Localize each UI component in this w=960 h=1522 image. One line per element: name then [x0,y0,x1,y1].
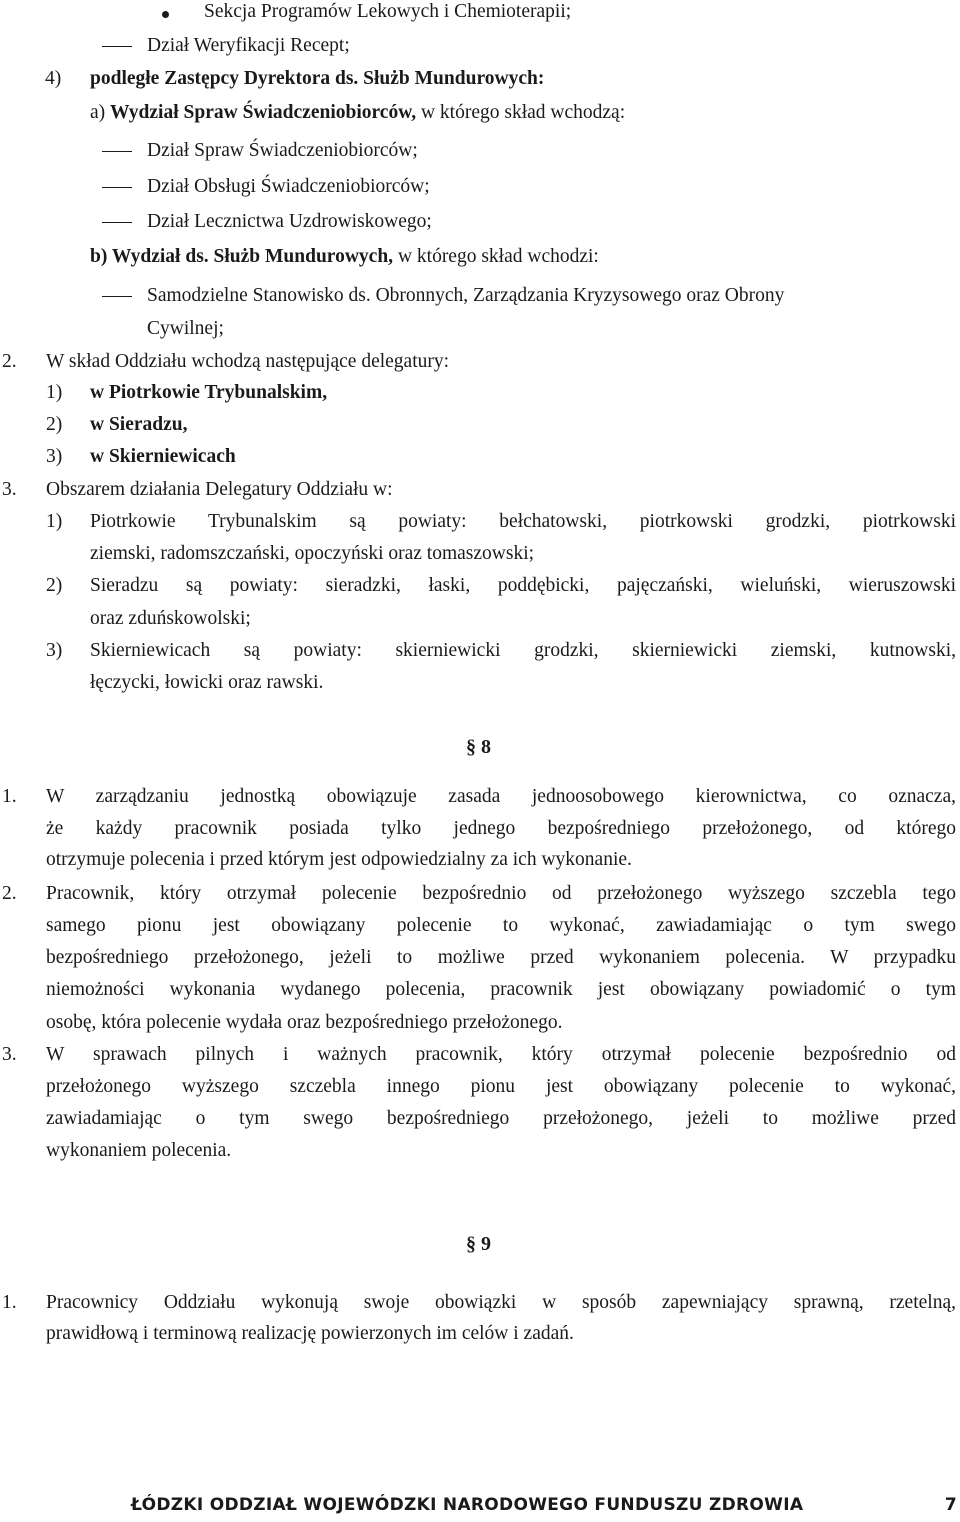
area-text-continuation: łęczycki, łowicki oraz rawski. [90,672,324,693]
item-3-text: Obszarem działania Delegatury Oddziału w: [46,479,393,500]
item-3-number: 3. [2,479,17,500]
area-text: Skierniewicach są powiaty: skierniewicki grodzki, skierniewicki ziemski, kutnowski, [90,640,956,661]
item-4a-rest: w którego skład wchodzą: [416,102,626,123]
section-8-heading: § 8 [466,736,491,758]
paragraph-line: Pracownik, który otrzymał polecenie bezpośrednio od przełożonego wyższego szczebla tego [46,883,956,904]
list-item: Dział Spraw Świadczeniobiorców; [147,140,418,161]
area-text: Sieradzu są powiaty: sieradzki, łaski, poddębicki, pajęczański, wieluński, wieruszowski [90,575,956,596]
paragraph-line: prawidłową i terminową realizację powierzonych im celów i zadań. [46,1323,574,1344]
bullet-icon [162,11,169,18]
bullet-item-sekcja: Sekcja Programów Lekowych i Chemioterapii; [204,1,572,22]
paragraph-line: W zarządzaniu jednostką obowiązuje zasada jednoosobowego kierownictwa, co oznacza, [46,786,956,807]
delegatura-number: 2) [46,414,63,435]
area-text: Piotrkowie Trybunalskim są powiaty: bełchatowski, piotrkowski grodzki, piotrkowski [90,511,956,532]
delegatura-name: w Piotrkowie Trybunalskim, [90,382,328,403]
area-text-continuation: oraz zduńskowolski; [90,608,251,629]
item-4-title: podległe Zastępcy Dyrektora ds. Służb Mundurowych: [90,68,545,89]
list-item: Samodzielne Stanowisko ds. Obronnych, Zarządzania Kryzysowego oraz Obrony [147,285,785,306]
page-footer [131,1495,957,1515]
delegatura-number: 3) [46,446,63,467]
area-number: 2) [46,575,63,596]
item-2-number: 2. [2,351,17,372]
paragraph-line: bezpośredniego przełożonego, jeżeli to możliwe przed wykonaniem polecenia. W przypadku [46,947,956,968]
paragraph-line: wykonaniem polecenia. [46,1140,232,1161]
paragraph-number: 3. [2,1044,17,1065]
area-text-continuation: ziemski, radomszczański, opoczyński oraz tomaszowski; [90,543,535,564]
section-9-heading: § 9 [466,1233,491,1255]
list-item-continuation: Cywilnej; [147,318,224,339]
dash-icon [102,296,132,297]
list-item: Dział Obsługi Świadczeniobiorców; [147,176,430,197]
area-number: 3) [46,640,63,661]
item-4b [90,245,599,269]
paragraph-line: zawiadamiając o tym swego bezpośredniego przełożonego, jeżeli to możliwe przed [46,1108,956,1129]
paragraph-line: że każdy pracownik posiada tylko jednego bezpośredniego przełożonego, od którego [46,818,956,839]
delegatura-name: w Skierniewicach [90,446,236,467]
paragraph-number: 1. [2,786,17,807]
page-number: 7 [944,1495,957,1515]
paragraph-line: Pracownicy Oddziału wykonują swoje obowiązki w sposób zapewniający sprawną, rzetelną, [46,1292,956,1313]
list-item-weryfikacja: Dział Weryfikacji Recept; [147,35,350,56]
item-4b-rest: w którego skład wchodzi: [393,246,599,267]
item-4b-name: b) Wydział ds. Służb Mundurowych, [90,246,394,267]
delegatura-number: 1) [46,382,63,403]
paragraph-line: samego pionu jest obowiązany polecenie to wykonać, zawiadamiając o tym swego [46,915,956,936]
item-4a-prefix: a) [90,102,106,123]
paragraph-line: niemożności wykonania wydanego polecenia, pracownik jest obowiązany powiadomić o tym [46,979,956,1000]
delegatura-name: w Sieradzu, [90,414,188,435]
item-4a [90,101,625,125]
dash-icon [102,222,132,223]
paragraph-line: otrzymuje polecenia i przed którym jest odpowiedzialny za ich wykonanie. [46,849,632,870]
item-4a-name: Wydział Spraw Świadczeniobiorców, [110,102,417,123]
dash-icon [102,187,132,188]
list-item: Dział Lecznictwa Uzdrowiskowego; [147,211,432,232]
item-2-text: W skład Oddziału wchodzą następujące delegatury: [46,351,450,372]
item-4-number: 4) [45,68,62,89]
dash-icon [102,151,132,152]
dash-icon [102,46,132,47]
paragraph-line: przełożonego wyższego szczebla innego pionu jest obowiązany polecenie to wykonać, [46,1076,956,1097]
paragraph-line: osobę, która polecenie wydała oraz bezpośredniego przełożonego. [46,1012,563,1033]
paragraph-line: W sprawach pilnych i ważnych pracownik, który otrzymał polecenie bezpośrednio od [46,1044,956,1065]
paragraph-number: 2. [2,883,17,904]
paragraph-number: 1. [2,1292,17,1313]
area-number: 1) [46,511,63,532]
footer-title: ŁÓDZKI ODDZIAŁ WOJEWÓDZKI NARODOWEGO FUNDUSZU ZDROWIA [131,1495,804,1515]
